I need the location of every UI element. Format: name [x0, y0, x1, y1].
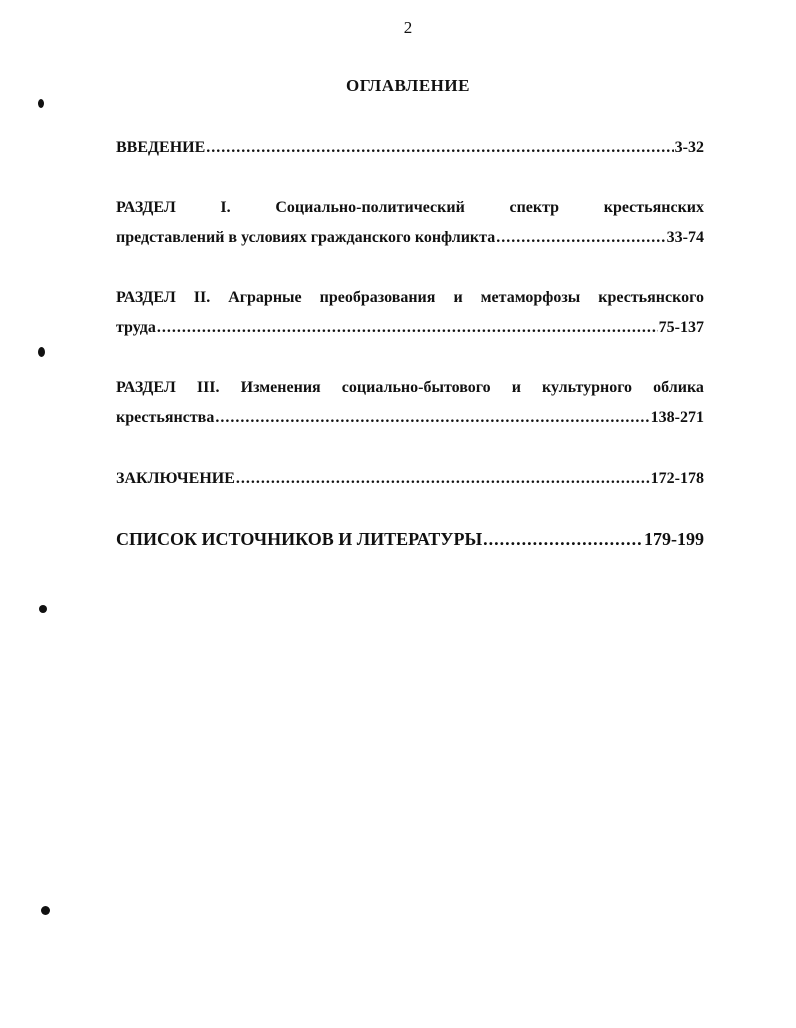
binder-hole-mark	[41, 906, 50, 915]
word: РАЗДЕЛ	[116, 199, 176, 216]
toc-entry-text: ЗАКЛЮЧЕНИЕ	[116, 470, 235, 487]
toc-entry-conclusion	[116, 464, 704, 494]
toc-entry-text: представлений в условиях гражданского конфликта	[116, 229, 496, 246]
toc-entry-text: крестьянства	[116, 409, 215, 426]
word: крестьянских	[603, 199, 704, 216]
toc-entry-section-3	[116, 373, 704, 433]
word: РАЗДЕЛ	[116, 289, 176, 306]
toc-entry-bibliography	[116, 524, 704, 554]
word: Аграрные	[228, 289, 302, 306]
word: III.	[196, 379, 220, 396]
dot-leader	[496, 223, 665, 253]
word: облика	[653, 379, 704, 396]
toc-entry-section-2	[116, 283, 704, 343]
word: I.	[220, 199, 231, 216]
toc-entry-heading-line	[116, 193, 704, 223]
word: преобразования	[319, 289, 436, 306]
toc-entry-section-1	[116, 193, 704, 253]
word: крестьянского	[598, 289, 704, 306]
toc-entry-text: ВВЕДЕНИЕ	[116, 139, 206, 156]
word: и	[511, 379, 521, 396]
page-number: 2	[403, 18, 413, 37]
dot-leader	[236, 464, 650, 494]
binder-hole-mark	[38, 347, 45, 357]
dot-leader	[483, 524, 643, 554]
dot-leader	[206, 133, 673, 163]
toc-entry-pages: 33-74	[666, 229, 704, 246]
word: метаморфозы	[480, 289, 581, 306]
binder-hole-mark	[38, 99, 44, 108]
toc-entry-heading-line	[116, 373, 704, 403]
toc-entry-pages: 3-32	[674, 139, 704, 156]
page-title: ОГЛАВЛЕНИЕ	[346, 76, 470, 95]
toc-entry-pages: 75-137	[658, 319, 704, 336]
toc-entry-pages: 138-271	[650, 409, 704, 426]
word: II.	[193, 289, 211, 306]
toc-entry-text: СПИСОК ИСТОЧНИКОВ И ЛИТЕРАТУРЫ	[116, 529, 483, 549]
toc-entry-text: труда	[116, 319, 156, 336]
toc-entry-pages: 179-199	[644, 529, 704, 549]
toc-entry-heading-line	[116, 283, 704, 313]
word: и	[453, 289, 463, 306]
word: социально-бытового	[341, 379, 491, 396]
dot-leader	[157, 313, 658, 343]
toc-entry-pages: 172-178	[650, 470, 704, 487]
word: Изменения	[240, 379, 321, 396]
word: РАЗДЕЛ	[116, 379, 176, 396]
toc-entry-introduction	[116, 133, 704, 163]
word: спектр	[509, 199, 560, 216]
word: Социально-политический	[275, 199, 465, 216]
binder-hole-mark	[39, 605, 47, 613]
word: культурного	[542, 379, 633, 396]
dot-leader	[215, 403, 649, 433]
